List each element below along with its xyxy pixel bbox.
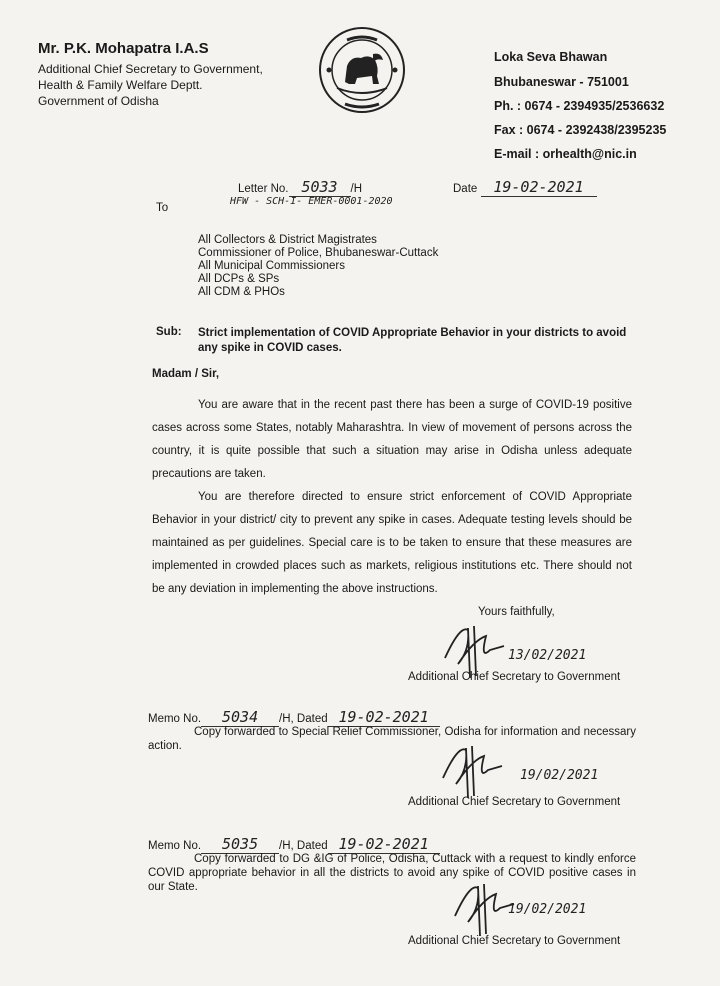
signature-title: Additional Chief Secretary to Government [408, 796, 621, 808]
to-label: To [156, 202, 169, 214]
sender-name: Mr. P.K. Mohapatra I.A.S [38, 40, 209, 57]
subject-text: Strict implementation of COVID Appropriate Behavior in your districts to avoid any spike in COVID cases. [198, 327, 627, 354]
memo-text: Copy forwarded to DG &IG of Police, Odisha, Cuttack with a request to kindly enforce COVID appropriate behavior in all the districts to avoid any spike of COVID positive cases in our State. [148, 853, 636, 893]
letter-number-suffix: /H [350, 183, 362, 195]
salutation: Madam / Sir, [152, 368, 220, 380]
subject-label: Sub: [156, 326, 182, 338]
sender-designation: Additional Chief Secretary to Government, [38, 62, 263, 76]
memo-label: Memo No. [148, 840, 202, 852]
letter-date-row [453, 178, 597, 197]
odisha-emblem-icon [317, 24, 407, 116]
memo-date: 19-02-2021 [328, 835, 440, 854]
body-paragraph: You are therefore directed to ensure strict enforcement of COVID Appropriate Behavior in your district/ city to prevent any spike in cases. Adequate testing levels should be maintained as per guidelines. Special care is to be taken to ensure that these measures are implemented in crowded places such as markets, religious institutions etc. There should not be any deviation in implementing the above instructions. [152, 491, 632, 595]
body-paragraph: You are aware that in the recent past there has been a surge of COVID-19 positive cases across some States, notably Maharashtra. In view of movement of persons across the country, it is quite possible that such a situation may arise in Odisha unless adequate precautions are taken. [152, 399, 632, 480]
letter-date-label: Date [453, 183, 478, 195]
signature-icon [438, 740, 528, 800]
memo-number: 5035 [201, 835, 279, 854]
memo-dated-label: /H, Dated [279, 713, 328, 725]
memo-number: 5034 [201, 708, 279, 727]
recipient-item: All Municipal Commissioners [198, 260, 345, 272]
recipient-item: All DCPs & SPs [198, 273, 280, 285]
memo-text: Copy forwarded to Special Relief Commissioner, Odisha for information and necessary action. [148, 726, 636, 752]
recipient-item: All CDM & PHOs [198, 286, 285, 298]
signature-date: 19/02/2021 [508, 902, 587, 917]
memo-date: 19-02-2021 [328, 708, 440, 727]
office-phone: Ph. : 0674 - 2394935/2536632 [494, 99, 665, 113]
signature-title: Additional Chief Secretary to Government [408, 935, 621, 947]
signature-date: 19/02/2021 [520, 768, 599, 783]
file-reference: HFW - SCH-I- EMER-0001-2020 [230, 196, 393, 207]
sender-department: Health & Family Welfare Deptt. [38, 78, 203, 92]
office-name: Loka Seva Bhawan [494, 50, 608, 64]
sender-government: Government of Odisha [38, 94, 159, 108]
closing: Yours faithfully, [478, 606, 555, 618]
letter-date-value: 19-02-2021 [481, 178, 597, 197]
office-fax: Fax : 0674 - 2392438/2395235 [494, 123, 667, 137]
letter-number-row [238, 178, 362, 197]
recipient-item: All Collectors & District Magistrates [198, 234, 377, 246]
office-email: E-mail : orhealth@nic.in [494, 147, 637, 161]
letter-number-label: Letter No. [238, 183, 289, 195]
memo-label: Memo No. [148, 713, 202, 725]
signature-date: 13/02/2021 [508, 648, 587, 663]
recipient-item: Commissioner of Police, Bhubaneswar-Cuttack [198, 247, 439, 259]
memo-dated-label: /H, Dated [279, 840, 328, 852]
office-city: Bhubaneswar - 751001 [494, 75, 629, 89]
letter-number-value: 5033 [289, 178, 351, 197]
signature-title: Additional Chief Secretary to Government [408, 671, 621, 683]
